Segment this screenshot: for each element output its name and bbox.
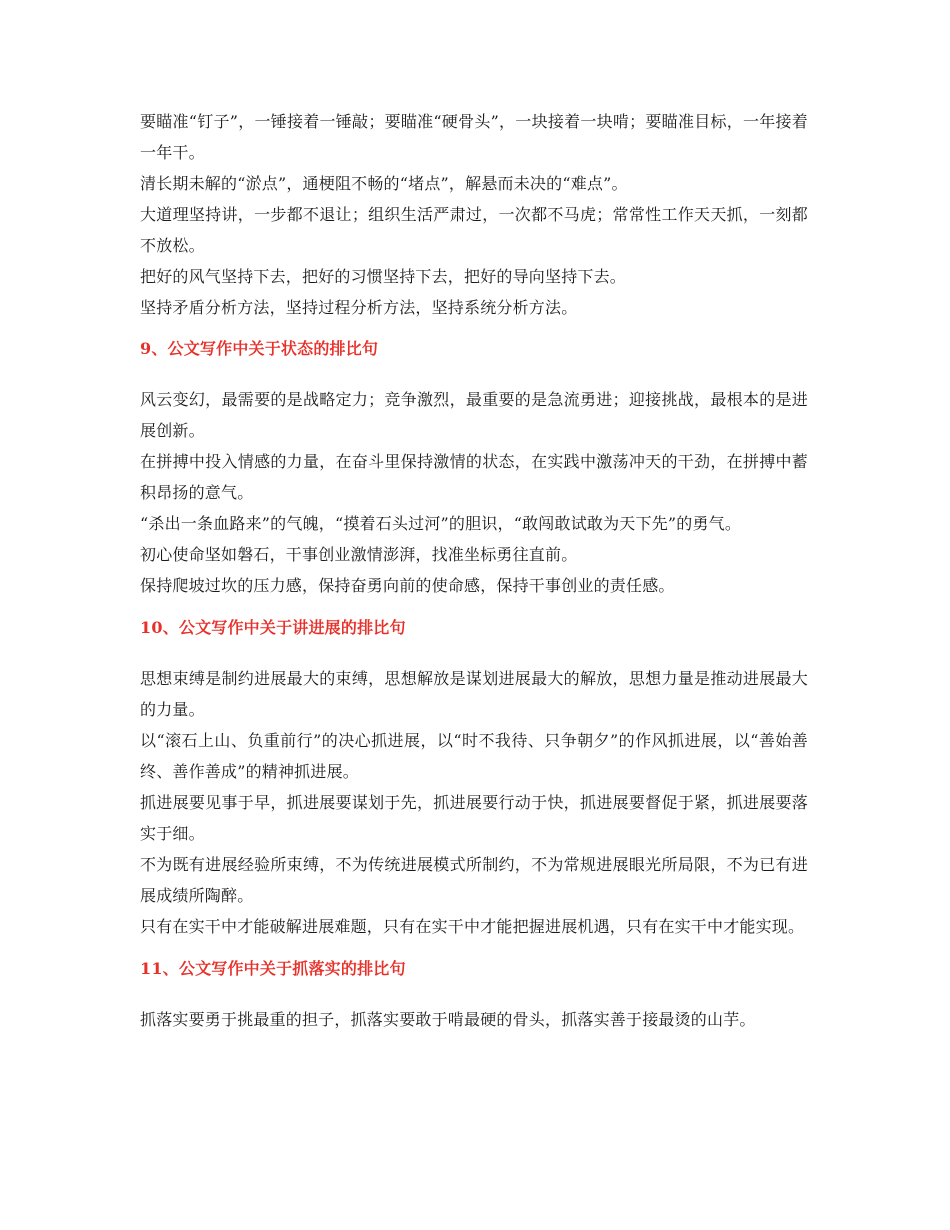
paragraph: 保持爬坡过坎的压力感，保持奋勇向前的使命感，保持干事创业的责任感。 [140,576,675,595]
paragraph: 大道理坚持讲，一步都不退让；组织生活严肃过，一次都不马虎；常常性工作天天抓，一刻都不放松。 [140,205,808,255]
paragraph: 坚持矛盾分析方法，坚持过程分析方法，坚持系统分析方法。 [140,298,578,317]
paragraph: 只有在实干中才能破解进展难题，只有在实干中才能把握进展机遇，只有在实干中才能实现。 [140,917,805,936]
paragraph: 抓进展要见事于早，抓进展要谋划于先，抓进展要行动于快，抓进展要督促于紧，抓进展要落实于细。 [140,793,808,843]
paragraph: 思想束缚是制约进展最大的束缚，思想解放是谋划进展最大的解放，思想力量是推动进展最大的力量。 [140,669,808,719]
document-page [140,106,808,1035]
paragraph: 要瞄准“钉子”，一锤接着一锤敲；要瞄准“硬骨头”，一块接着一块啃；要瞄准目标，一年接着一年干。 [140,112,808,162]
paragraph: 风云变幻，最需要的是战略定力；竞争激烈，最重要的是急流勇进；迎接挑战，最根本的是进展创新。 [140,390,808,440]
paragraph: “杀出一条血路来”的气魄，“摸着石头过河”的胆识，“敢闯敢试敢为天下先”的勇气。 [140,514,742,533]
paragraph: 清长期未解的“淤点”，通梗阻不畅的“堵点”，解悬而未决的“难点”。 [140,174,628,193]
paragraph: 在拼搏中投入情感的力量，在奋斗里保持激情的状态，在实践中激荡冲天的干劲，在拼搏中蓄积昂扬的意气。 [140,452,808,502]
paragraph: 初心使命坚如磐石，干事创业激情澎湃，找准坐标勇往直前。 [140,545,578,564]
section-heading-10: 10、公文写作中关于讲进展的排比句 [140,618,406,637]
paragraph: 不为既有进展经验所束缚，不为传统进展模式所制约，不为常规进展眼光所局限，不为已有进展成绩所陶醉。 [140,855,808,905]
paragraph: 抓落实要勇于挑最重的担子，抓落实要敢于啃最硬的骨头，抓落实善于接最烫的山芋。 [140,1010,756,1029]
paragraph: 以“滚石上山、负重前行”的决心抓进展，以“时不我待、只争朝夕”的作风抓进展，以“善始善终、善作善成”的精神抓进展。 [140,731,808,781]
section-heading-11: 11、公文写作中关于抓落实的排比句 [140,959,406,978]
section-heading-9: 9、公文写作中关于状态的排比句 [140,339,379,358]
paragraph: 把好的风气坚持下去，把好的习惯坚持下去，把好的导向坚持下去。 [140,267,627,286]
